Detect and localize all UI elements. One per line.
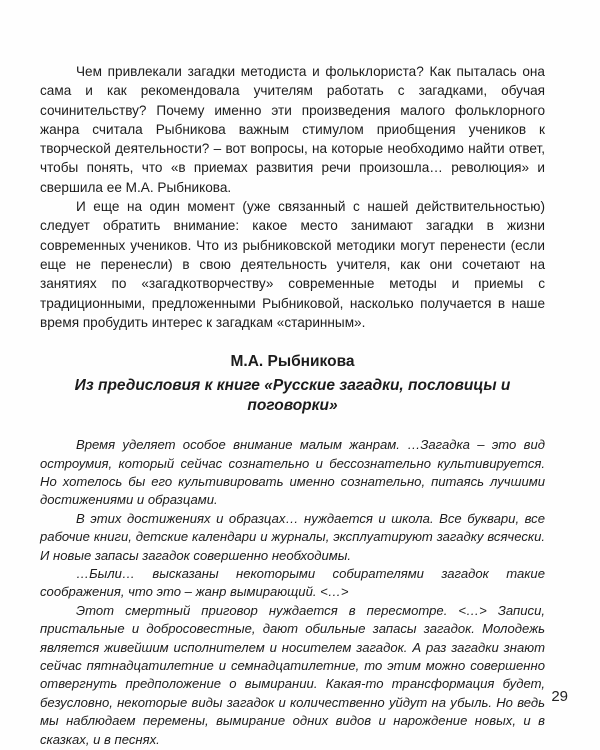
page-number: 29 [551,688,568,705]
intro-paragraph-1: Чем привлекали загадки методиста и фольклориста? Как пыталась она сама и как рекомендовала учителям работать с загадками, обучая сочинительству? Почему именно эти произведения малого фольклорного жанра считала Рыбникова важным стимулом приобщения учеников к творческой деятельности? – вот вопросы, на которые необходимо найти ответ, чтобы понять, что «в приемах развития речи произошла… революция» и свершила ее М.А. Рыбникова. [40,64,545,195]
quote-paragraph-3: …Были… высказаны некоторыми собирателями загадок такие соображения, что это – жанр вымирающий. <…> [40,566,545,600]
intro-text [40,62,545,332]
intro-paragraph-2: И еще на один момент (уже связанный с нашей действительностью) следует обратить внимание: какое место занимают загадки в жизни современных учеников. Что из рыбниковской методики могут перенести (если еще не перенесли) в свою деятельность учителя, как они сочетают на занятиях по «загадкотворчеству» современные методы и приемы с традиционными, предложенными Рыбниковой, насколько получается в наше время пробудить интерес к загадкам «старинным». [40,199,545,330]
author-heading: М.А. Рыбникова [230,353,355,371]
quote-paragraph-4: Этот смертный приговор нуждается в пересмотре. <…> Записи, пристальные и добросовестные, дают обильные запасы загадок. Молодежь является живейшим исполнителем и носителем загадок. А раз загадки знают сейчас пятнадцатилетние и семнадцатилетние, то этим можно совершенно отвергнуть предположение о вымирании. Какая-то трансформация будет, безусловно, некоторые виды загадок и количественно уйдут на убыль. Но ведь мы наблюдаем перемены, вымирание одних видов и нарождение новых, и в сказках, и в песнях. [40,602,545,747]
page-content [40,62,545,749]
quoted-excerpt [40,436,545,749]
book-title-heading: Из предисловия к книге «Русские загадки, пословицы и поговорки» [74,377,511,415]
quote-paragraph-1: Время уделяет особое внимание малым жанрам. …Загадка – это вид остроумия, который сейчас сознательно и бессознательно культивируется. Но хотелось бы его культивировать именно сознательно, питаясь лучшими достижениями и образцами. [40,437,545,508]
quote-paragraph-2: В этих достижениях и образцах… нуждается и школа. Все буквари, все рабочие книги, детские календари и журналы, эксплуатируют загадку всячески. И новые запасы загадок совершенно необходимы. [40,510,545,563]
